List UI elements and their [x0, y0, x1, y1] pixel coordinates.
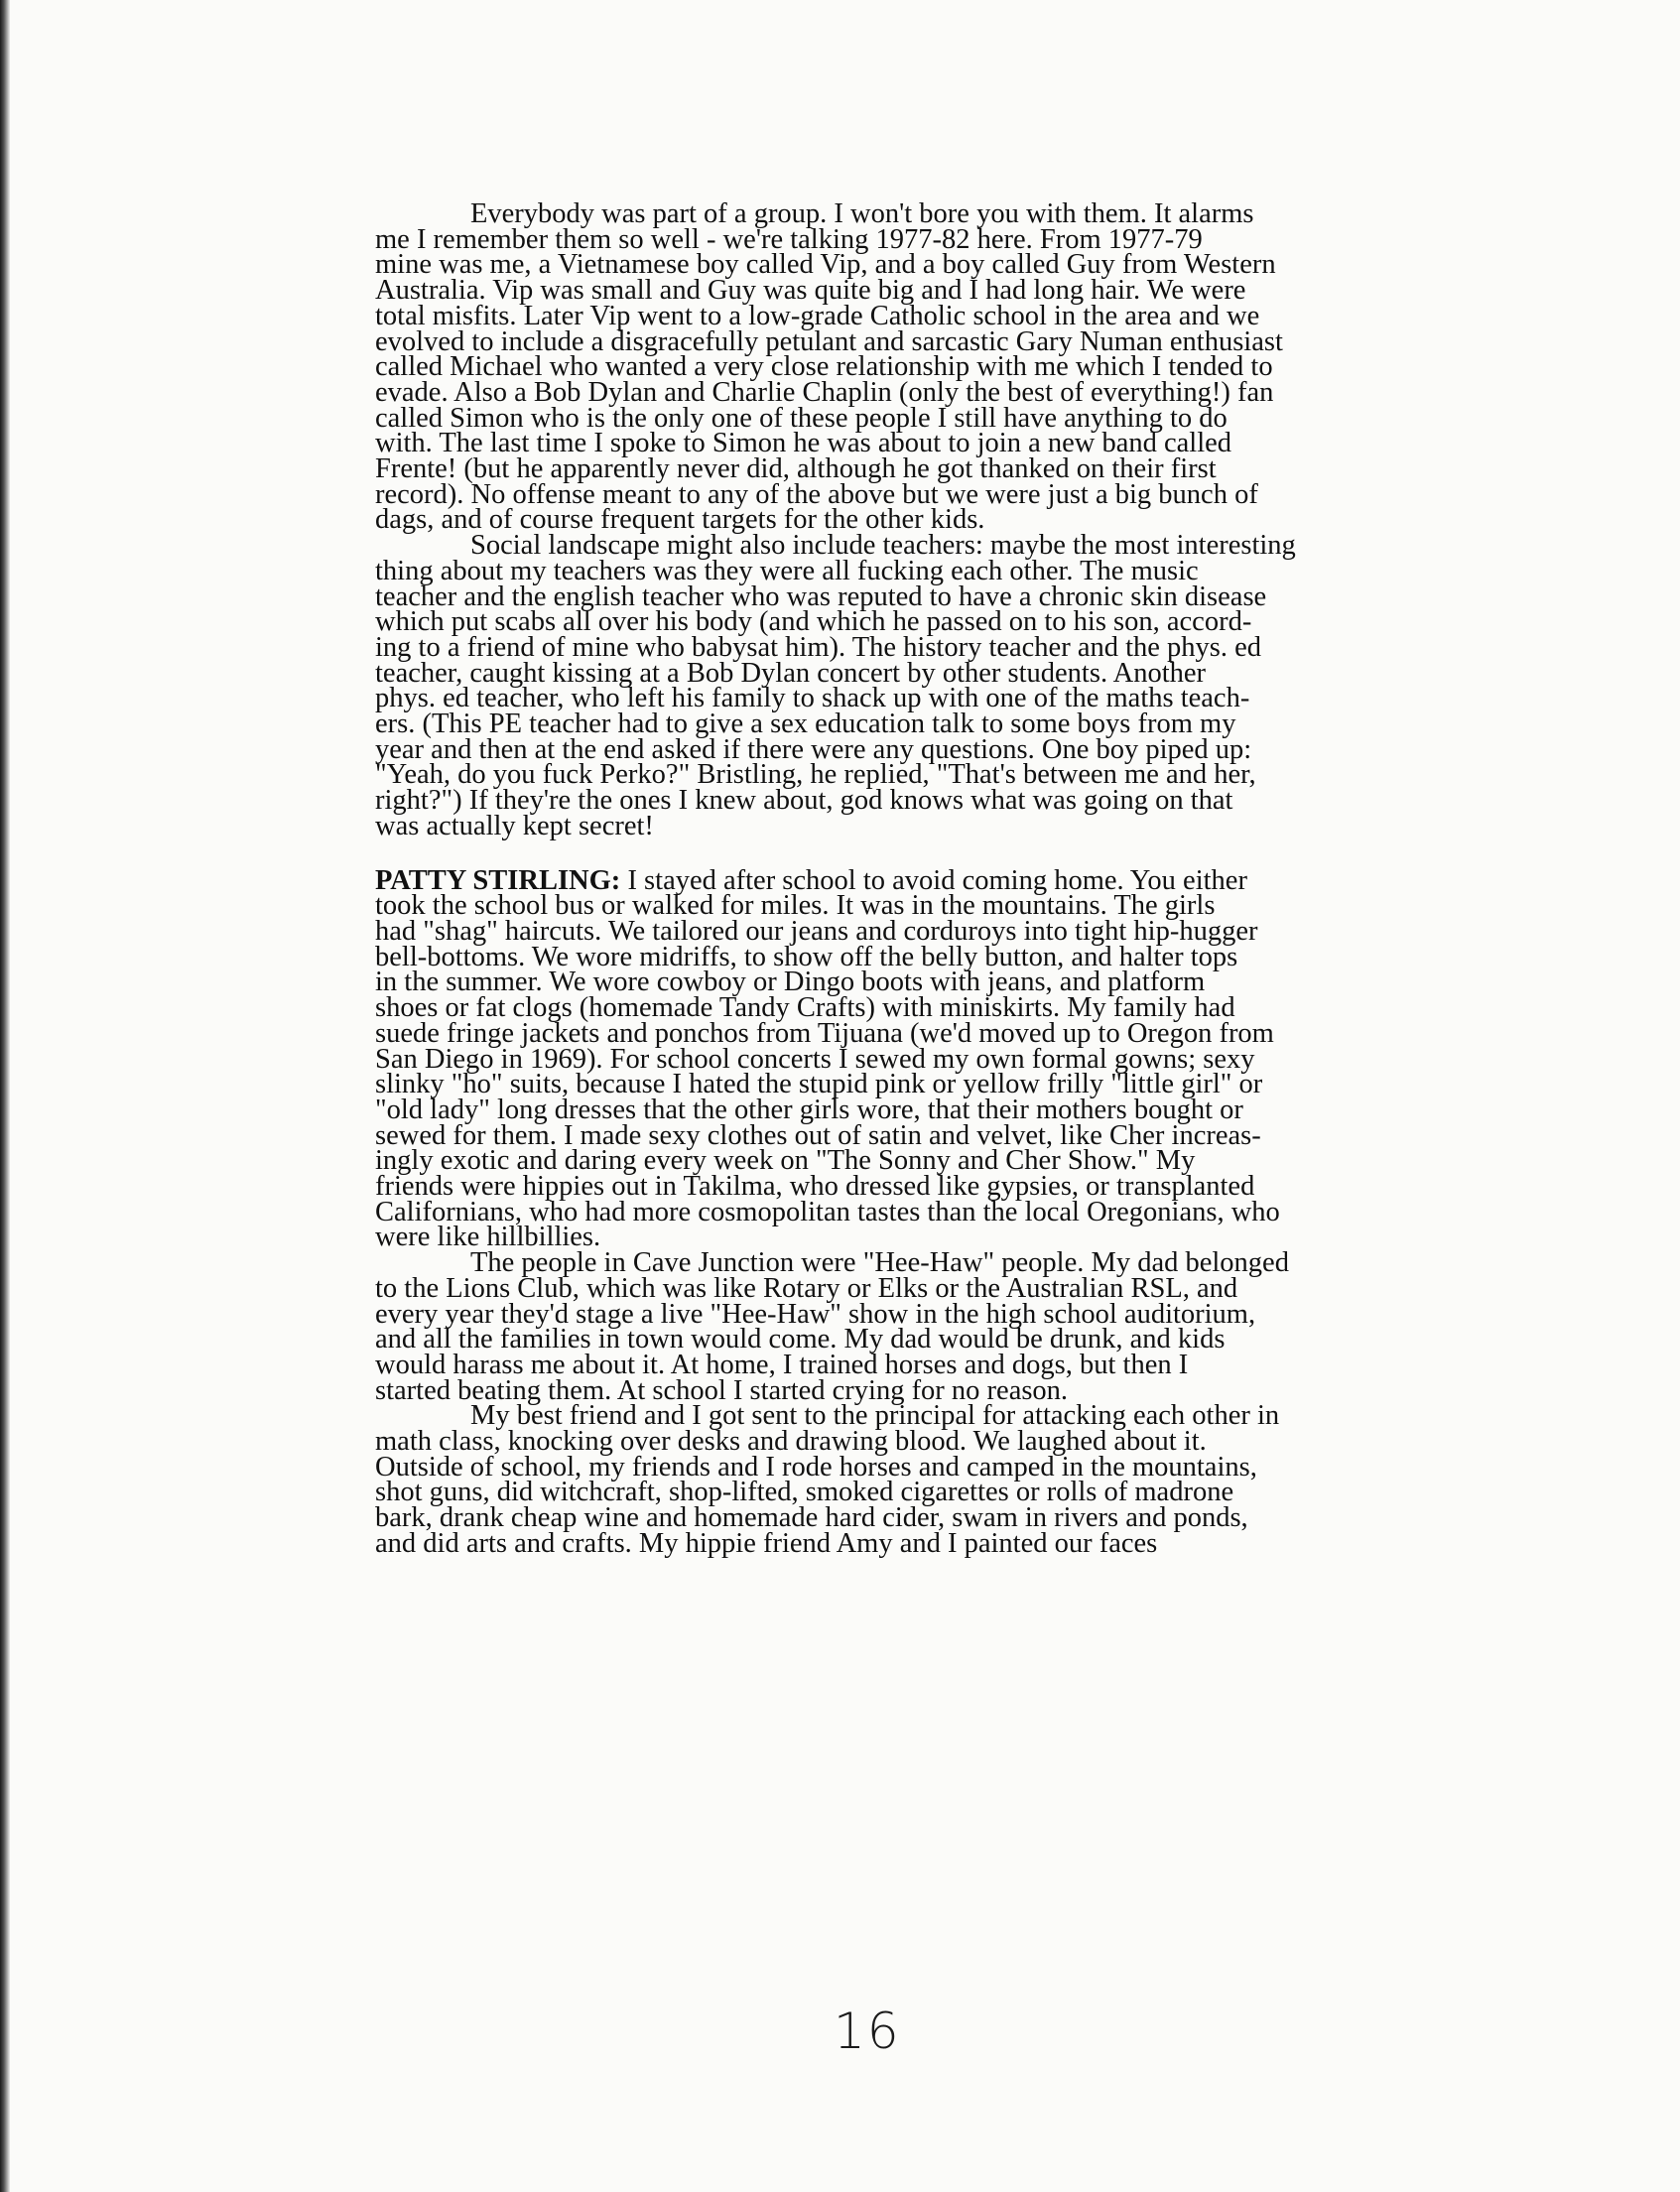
text-line: My best friend and I got sent to the principal for attacking each other in	[470, 1400, 1280, 1432]
text-line: Everybody was part of a group. I won't bore you with them. It alarms	[470, 198, 1254, 229]
text-line: Californians, who had more cosmopolitan tastes than the local Oregonians, who	[375, 1196, 1280, 1227]
text-line: teacher, caught kissing at a Bob Dylan concert by other students. Another	[375, 657, 1207, 689]
text-line: took the school bus or walked for miles. It was in the mountains. The girls	[375, 890, 1216, 922]
text-line: and did arts and crafts. My hippie friend Amy and I painted our faces	[375, 1527, 1158, 1559]
text-line: "old lady" long dresses that the other girls wore, that their mothers bought or	[375, 1094, 1243, 1125]
text-line: in the summer. We wore cowboy or Dingo boots with jeans, and platform	[375, 967, 1206, 998]
text-line: phys. ed teacher, who left his family to shack up with one of the maths teach-	[375, 683, 1250, 714]
text-line: ers. (This PE teacher had to give a sex education talk to some boys from my	[375, 709, 1236, 740]
text-line: had "shag" haircuts. We tailored our jeans and corduroys into tight hip-hugger	[375, 915, 1258, 947]
text-line: started beating them. At school I started crying for no reason.	[375, 1374, 1069, 1406]
text-line: me I remember them so well - we're talking 1977-82 here. From 1977-79	[375, 223, 1203, 255]
text-line: to the Lions Club, which was like Rotary or Elks or the Australian RSL, and	[375, 1272, 1238, 1304]
text-line: mine was me, a Vietnamese boy called Vip, and a boy called Guy from Western	[375, 249, 1276, 281]
text-line: record). No offense meant to any of the above but we were just a big bunch of	[375, 478, 1258, 510]
text-line: The people in Cave Junction were "Hee-Haw" people. My dad belonged	[470, 1247, 1289, 1279]
text-line: was actually kept secret!	[375, 810, 654, 841]
text-line: Social landscape might also include teachers: maybe the most interesting	[470, 530, 1296, 562]
text-line: evade. Also a Bob Dylan and Charlie Chaplin (only the best of everything!) fan	[375, 376, 1274, 408]
paragraph-gap	[375, 839, 1447, 868]
text-line: sewed for them. I made sexy clothes out of satin and velvet, like Cher increas-	[375, 1119, 1261, 1151]
body-text	[375, 198, 1447, 1559]
text-line: ingly exotic and daring every week on "The Sonny and Cher Show." My	[375, 1145, 1196, 1177]
page-number: 16	[834, 2002, 901, 2060]
text-line: slinky "ho" suits, because I hated the stupid pink or yellow frilly "little girl" or	[375, 1069, 1263, 1100]
text-line: which put scabs all over his body (and which he passed on to his son, accord-	[375, 606, 1252, 638]
scan-edge-shadow	[0, 0, 10, 2192]
text-line: called Simon who is the only one of these people I still have anything to do	[375, 402, 1228, 434]
text-line: shot guns, did witchcraft, shop-lifted, smoked cigarettes or rolls of madrone	[375, 1477, 1234, 1508]
speaker-first-line: I stayed after school to avoid coming home. You either	[620, 864, 1247, 896]
text-line: right?") If they're the ones I knew about, god knows what was going on that	[375, 785, 1233, 817]
text-line: would harass me about it. At home, I trained horses and dogs, but then I	[375, 1349, 1189, 1380]
text-line: friends were hippies out in Takilma, who dressed like gypsies, or transplanted	[375, 1171, 1255, 1203]
text-line: were like hillbillies.	[375, 1222, 601, 1253]
text-line: evolved to include a disgracefully petulant and sarcastic Gary Numan enthusiast	[375, 325, 1283, 357]
text-line: every year they'd stage a live "Hee-Haw" show in the high school auditorium,	[375, 1298, 1256, 1330]
text-line: shoes or fat clogs (homemade Tandy Crafts) with miniskirts. My family had	[375, 992, 1235, 1024]
text-line: dags, and of course frequent targets for the other kids.	[375, 504, 985, 536]
text-line: San Diego in 1969). For school concerts I sewed my own formal gowns; sexy	[375, 1043, 1255, 1075]
text-line: "Yeah, do you fuck Perko?" Bristling, he replied, "That's between me and her,	[375, 759, 1256, 791]
text-line: Australia. Vip was small and Guy was quite big and I had long hair. We were	[375, 275, 1246, 307]
text-line: Outside of school, my friends and I rode horses and camped in the mountains,	[375, 1451, 1257, 1483]
text-line: ing to a friend of mine who babysat him). The history teacher and the phys. ed	[375, 631, 1262, 663]
speaker-name: PATTY STIRLING:	[375, 864, 621, 896]
text-line: year and then at the end asked if there were any questions. One boy piped up:	[375, 733, 1252, 765]
text-line: with. The last time I spoke to Simon he was about to join a new band called	[375, 428, 1232, 459]
text-line: bark, drank cheap wine and homemade hard cider, swam in rivers and ponds,	[375, 1502, 1248, 1534]
text-line: thing about my teachers was they were all fucking each other. The music	[375, 555, 1199, 586]
text-line: called Michael who wanted a very close relationship with me which I tended to	[375, 351, 1273, 383]
text-line: teacher and the english teacher who was reputed to have a chronic skin disease	[375, 580, 1267, 612]
text-line: total misfits. Later Vip went to a low-grade Catholic school in the area and we	[375, 300, 1260, 331]
text-line: Frente! (but he apparently never did, although he got thanked on their first	[375, 453, 1217, 485]
text-line: math class, knocking over desks and drawing blood. We laughed about it.	[375, 1426, 1207, 1458]
text-line: bell-bottoms. We wore midriffs, to show off the belly button, and halter tops	[375, 941, 1238, 972]
text-line: and all the families in town would come. My dad would be drunk, and kids	[375, 1324, 1226, 1355]
text-line: suede fringe jackets and ponchos from Tijuana (we'd moved up to Oregon from	[375, 1017, 1274, 1049]
